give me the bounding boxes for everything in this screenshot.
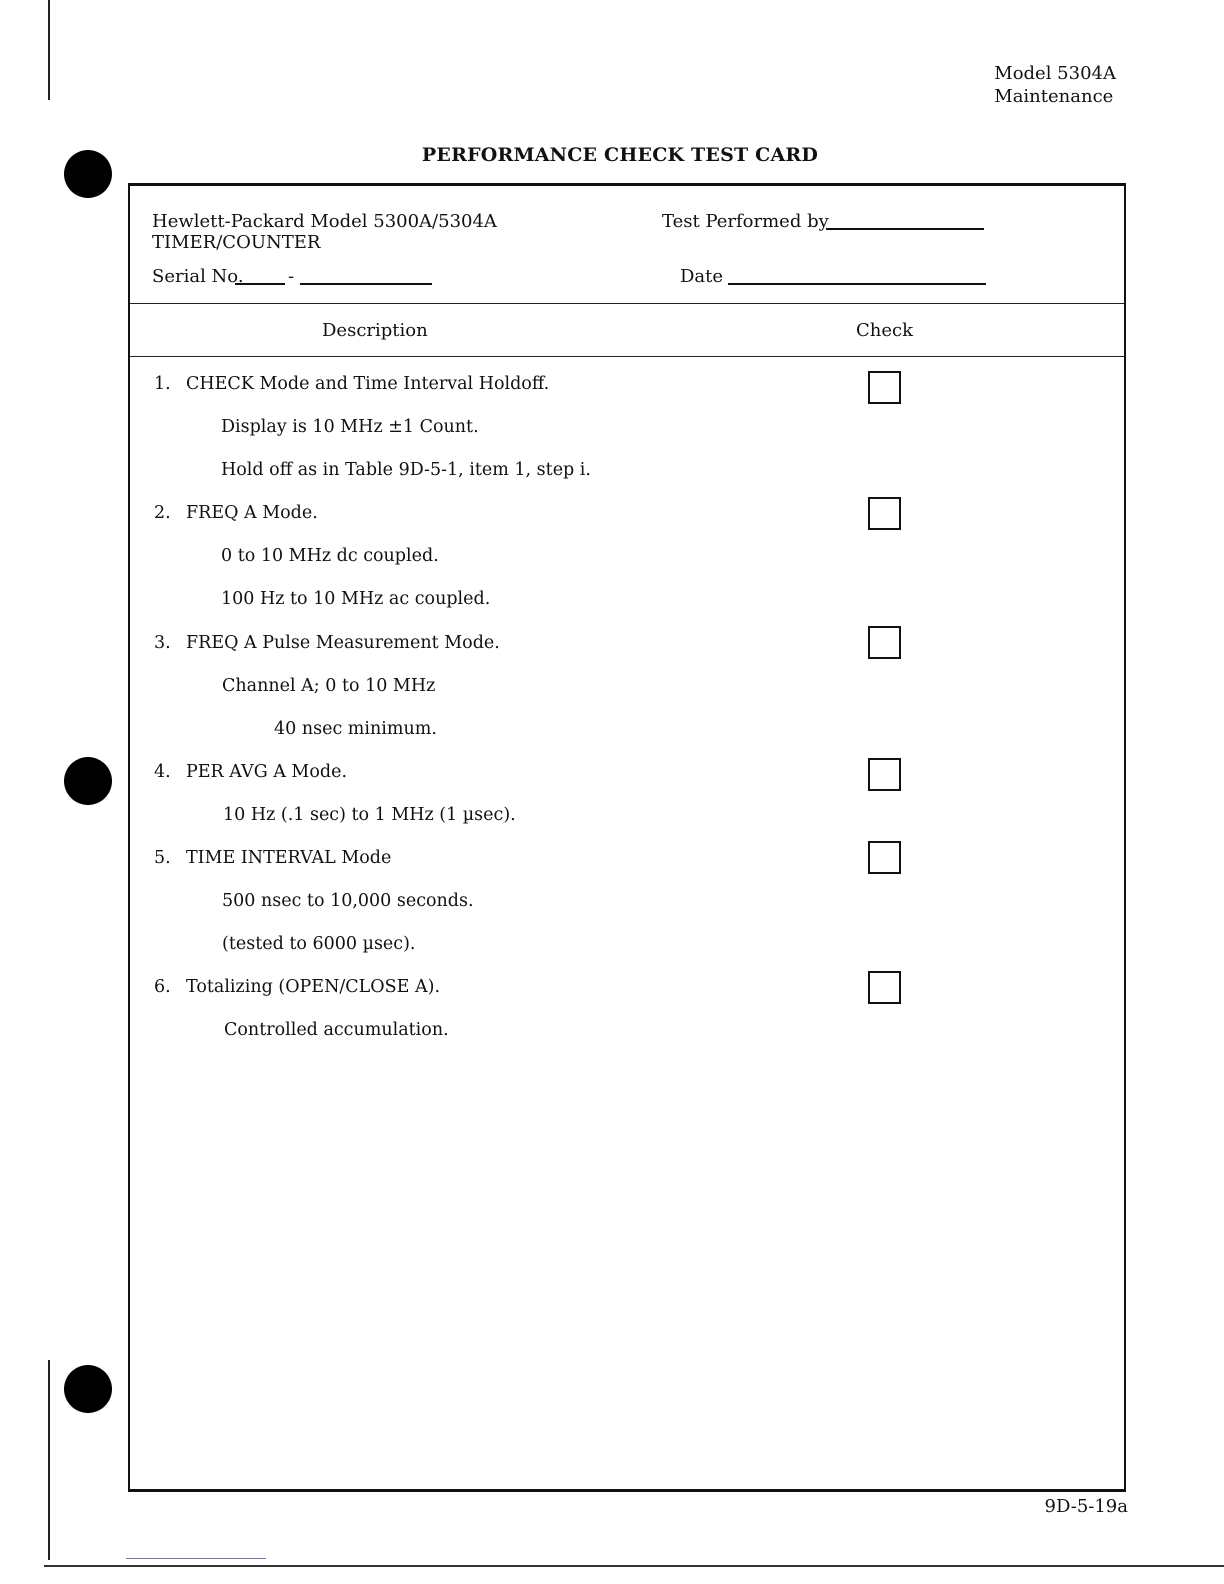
punch-hole: [64, 1365, 112, 1413]
item-number: 3.: [154, 633, 171, 653]
header-divider: [130, 303, 1124, 304]
model-label: Model 5304A: [994, 63, 1116, 84]
list-item: [154, 977, 440, 997]
punch-hole: [64, 757, 112, 805]
item-detail: (tested to 6000 µsec).: [222, 934, 416, 954]
list-item: [154, 374, 549, 394]
page-number: 9D-5-19a: [1044, 1496, 1128, 1517]
item-label: CHECK Mode and Time Interval Holdoff.: [186, 374, 550, 394]
date-label: Date: [680, 266, 724, 287]
check-column-header: Check: [856, 320, 914, 341]
description-column-header: Description: [322, 320, 428, 341]
serial-label: Serial No.: [152, 266, 244, 287]
footer-rule: [44, 1565, 1224, 1567]
check-box-item-6[interactable]: [868, 971, 901, 1004]
check-box-item-5[interactable]: [868, 841, 901, 874]
section-label: Maintenance: [994, 86, 1114, 107]
running-header: [994, 62, 1116, 108]
item-detail: Display is 10 MHz ±1 Count.: [221, 417, 479, 437]
serial-prefix-field[interactable]: [235, 283, 285, 285]
check-box-item-2[interactable]: [868, 497, 901, 530]
item-number: 5.: [154, 848, 171, 868]
performed-by-field[interactable]: [826, 228, 984, 230]
check-box-item-3[interactable]: [868, 626, 901, 659]
item-number: 6.: [154, 977, 171, 997]
item-number: 1.: [154, 374, 171, 394]
item-number: 4.: [154, 762, 171, 782]
performed-by-label: Test Performed by: [662, 211, 829, 232]
serial-separator: -: [288, 266, 295, 287]
item-label: TIME INTERVAL Mode: [186, 848, 392, 868]
item-label: FREQ A Mode.: [186, 503, 318, 523]
list-item: [154, 633, 500, 653]
list-item: [154, 503, 318, 523]
binder-edge-mark: [48, 0, 50, 100]
page-title: PERFORMANCE CHECK TEST CARD: [421, 144, 819, 166]
manufacturer-model: Hewlett-Packard Model 5300A/5304A: [152, 211, 497, 232]
item-detail: Hold off as in Table 9D-5-1, item 1, step i.: [221, 460, 591, 480]
test-card: [128, 183, 1126, 1492]
item-detail: Channel A; 0 to 10 MHz: [222, 676, 436, 696]
list-item: [154, 762, 347, 782]
item-detail: 100 Hz to 10 MHz ac coupled.: [221, 589, 491, 609]
item-number: 2.: [154, 503, 171, 523]
check-box-item-4[interactable]: [868, 758, 901, 791]
item-detail: 40 nsec minimum.: [274, 719, 437, 739]
item-detail: 0 to 10 MHz dc coupled.: [221, 546, 439, 566]
item-label: PER AVG A Mode.: [186, 762, 348, 782]
item-detail: 500 nsec to 10,000 seconds.: [222, 891, 474, 911]
serial-suffix-field[interactable]: [300, 283, 432, 285]
footer-mark: [126, 1558, 266, 1559]
binder-edge-mark: [48, 1360, 50, 1560]
check-box-item-1[interactable]: [868, 371, 901, 404]
list-item: [154, 848, 391, 868]
instrument-type: TIMER/COUNTER: [152, 232, 321, 253]
item-label: Totalizing (OPEN/CLOSE A).: [186, 977, 441, 997]
item-detail: 10 Hz (.1 sec) to 1 MHz (1 µsec).: [223, 805, 516, 825]
date-field[interactable]: [728, 283, 986, 285]
item-label: FREQ A Pulse Measurement Mode.: [186, 633, 500, 653]
column-divider: [130, 356, 1124, 357]
item-detail: Controlled accumulation.: [224, 1020, 449, 1040]
